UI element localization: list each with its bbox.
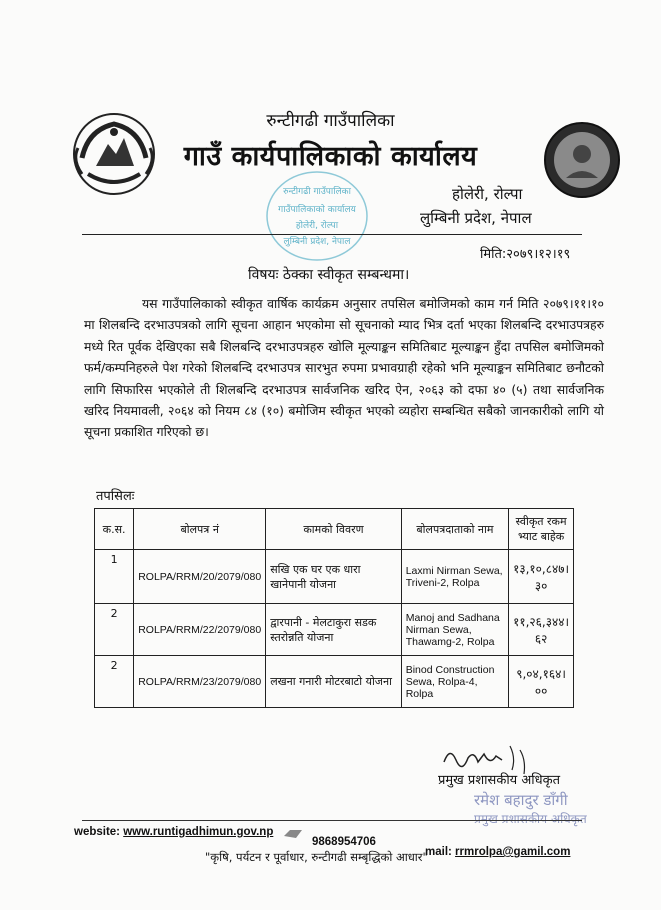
stamp-officer-name: रमेश बहादुर डाँगी [474,791,568,809]
footer-slogan: "कृषि, पर्यटन र पूर्वाधार, रुन्टीगढी सम्बृद्धिको आधार" [205,850,428,864]
cell-sn: 2 [95,656,134,708]
office-seal-stamp [262,168,372,264]
seal-text-4: लुम्बिनी प्रदेश, नेपाल [283,237,351,247]
cell-sn: 2 [95,604,134,656]
seal-text-2: गाउँपालिकाको कार्यालय [278,205,356,215]
seal-text-1: रुन्टीगढी गाउँपालिका [283,187,351,197]
col-header-bid-no: बोलपत्र नं [134,509,266,550]
cell-work: द्वारपानी - मेलटाकुरा सडक स्तरोन्नति योजना [266,604,402,656]
seal-text-3: होलेरी, रोल्पा [295,221,339,231]
header-divider [82,234,582,235]
col-header-bidder: बोलपत्रदाताको नाम [401,509,508,550]
table-row [95,656,574,708]
footer-mail [425,846,570,858]
signatory-title: प्रमुख प्रशासकीय अधिकृत [438,773,561,788]
cell-bid-no: ROLPA/RRM/20/2079/080 [134,550,266,604]
cell-work: सखि एक घर एक धारा खानेपानी योजना [266,550,402,604]
cell-work: लखना गनारी मोटरबाटो योजना [266,656,402,708]
col-header-sn: क.स. [95,509,134,550]
website-label: website: [74,826,124,838]
col-header-amount: स्वीकृत रकम भ्याट बाहेक [509,509,574,550]
table-row [95,550,574,604]
footer-divider [82,820,582,821]
mail-label: mail: [425,846,456,858]
phone-icon [282,828,304,840]
website-link[interactable]: www.runtigadhimun.gov.np [123,826,274,838]
table-header-row [95,509,574,550]
office-title: गाउँ कार्यपालिकाको कार्यालय [183,141,478,172]
mail-link[interactable]: rrmrolpa@gamil.com [455,846,571,858]
cell-bid-no: ROLPA/RRM/23/2079/080 [134,656,266,708]
officer-name-stamp [474,790,604,832]
cell-amount: ९,०४,१६४।०० [509,656,574,708]
contract-details-table [94,508,574,708]
details-label: तपसिलः [96,489,135,504]
notice-body: यस गाउँपालिकाको स्वीकृत वार्षिक कार्यक्रम अनुसार तपसिल बमोजिमको काम गर्न मिति २०७९।११।१० मा शिलबन्दि दरभाउपत्रको लागि सूचना आहान भएकोमा सो सूचनाको म्याद भित्र दर्ता भएका शिलबन्दि दरभाउपत्रहरु मध्ये रित पूर्वक देखिएका सबै शिलबन्दि दरभाउपत्रहरु खोलि मूल्याङ्कन समितिबाट मूल्याङ्कन हुँदा तपसिल बमोजिमको फर्म/कम्पनिहरुले पेश गरेको शिलबन्दि दरभाउपत्र सारभुत रुपमा प्रभावग्राही रहेको भनि मूल्याङ्कन समितिबाट छनौटको लागि सिफारिस भएकोले ती शिलबन्दि दरभाउपत्र सार्वजनिक खरिद ऐन, २०६३ को दफा ४० (५) तथा सार्वजनिक खरिद नियमावली, २०६४ को नियम ८४ (१०) बमोजिम स्वीकृत भएको व्यहोरा सम्बन्धित सबैको जानकारीको लागि यो सूचना प्रकाशित गरिएको छ। [84,296,604,440]
cell-bidder: Laxmi Nirman Sewa, Triveni-2, Rolpa [401,550,508,604]
footer-website [74,826,273,838]
cell-bid-no: ROLPA/RRM/22/2079/080 [134,604,266,656]
province-name: लुम्बिनी प्रदेश, नेपाल [420,209,532,227]
cell-sn: 1 [95,550,134,604]
office-location: होलेरी, रोल्पा [452,185,523,203]
cell-amount: ११,२६,३४४।६२ [509,604,574,656]
cell-bidder: Manoj and Sadhana Nirman Sewa, Thawamg-2, Rolpa [401,604,508,656]
notice-subject: विषयः ठेक्का स्वीकृत सम्बन्धमा। [248,267,410,283]
stamp-officer-title: प्रमुख प्रशासकीय अधिकृत [474,812,587,826]
notice-date: मिति:२०७९।१२।१९ [480,247,571,262]
table-row [95,604,574,656]
municipality-name: रुन्टीगढी गाउँपालिका [266,111,395,131]
footer-phone: 9868954706 [312,836,376,848]
cell-amount: १३,१०,८४७।३० [509,550,574,604]
cell-bidder: Binod Construction Sewa, Rolpa-4, Rolpa [401,656,508,708]
col-header-work: कामको विवरण [266,509,402,550]
